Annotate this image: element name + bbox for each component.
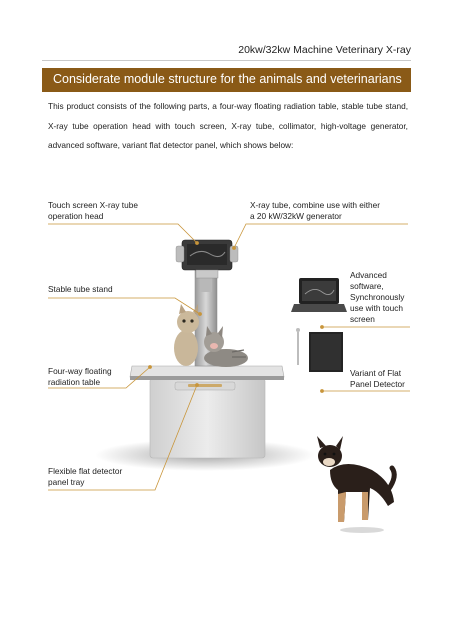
callout-software bbox=[350, 270, 404, 325]
callout-detector bbox=[350, 368, 405, 390]
callout-table bbox=[48, 366, 112, 388]
callout-line: Synchronously bbox=[350, 292, 405, 302]
leader-xray-tube bbox=[234, 224, 408, 248]
leader-touch-head bbox=[48, 224, 197, 243]
callout-line: use with touch bbox=[350, 303, 404, 313]
callout-line: operation head bbox=[48, 211, 104, 221]
callout-line: Advanced bbox=[350, 270, 387, 280]
callout-line: software, bbox=[350, 281, 384, 291]
callout-line: Panel Detector bbox=[350, 379, 405, 389]
intro-paragraph: This product consists of the following parts, a four-way floating radiation table, stable tube stand, X-ray tube operation head with touch screen, X-ray tube, collimator, high-voltage generator, advanced software, variant flat detector panel, which shows below: bbox=[48, 101, 408, 150]
callout-tray bbox=[48, 466, 122, 488]
callout-tube-stand bbox=[48, 284, 113, 295]
leader-tube-stand bbox=[48, 298, 200, 314]
callout-line: Flexible flat detector bbox=[48, 466, 123, 476]
callout-line: panel tray bbox=[48, 477, 85, 487]
callout-line: Variant of Flat bbox=[350, 368, 402, 378]
callout-line: radiation table bbox=[48, 377, 101, 387]
callout-line: a 20 kW/32kW generator bbox=[250, 211, 342, 221]
callout-xray-tube bbox=[250, 200, 380, 222]
callout-line: Stable tube stand bbox=[48, 284, 113, 294]
banner-text: Considerate module structure for the animals and veterinarians bbox=[53, 72, 402, 86]
callout-line: screen bbox=[350, 314, 375, 324]
callout-line: Four-way floating bbox=[48, 366, 112, 376]
header-title: 20kw/32kw Machine Veterinary X-ray bbox=[238, 44, 411, 56]
callout-line: Touch screen X-ray tube bbox=[48, 200, 138, 210]
callout-line: X-ray tube, combine use with either bbox=[250, 200, 381, 210]
callout-touch-head bbox=[48, 200, 138, 222]
